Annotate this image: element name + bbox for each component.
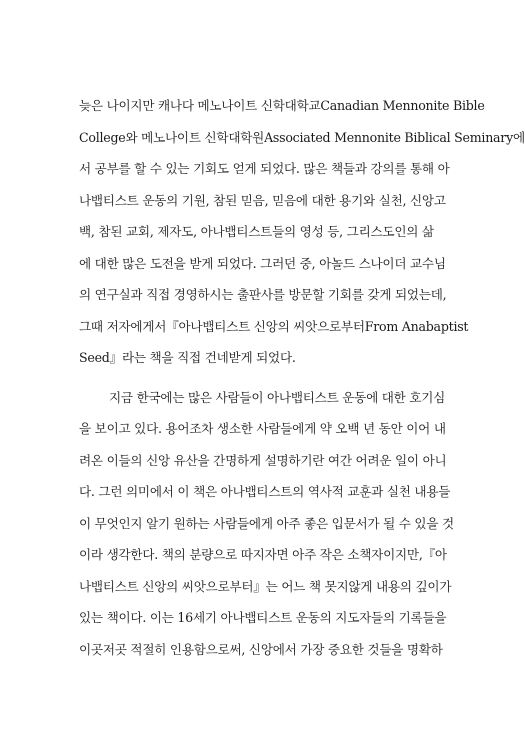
- paragraph-1: [79, 90, 525, 374]
- text-line: 나뱁티스트 신앙의 씨앗으로부터』는 어느 책 못지않게 내용의 깊이가: [79, 578, 452, 594]
- text-line: 서 공부를 할 수 있는 기회도 얻게 되었다. 많은 책들과 강의를 통해 아: [79, 161, 450, 176]
- body-text: [79, 90, 525, 665]
- text-line: 다. 그런 의미에서 이 책은 아나뱁티스트의 역사적 교훈과 실천 내용들: [79, 484, 451, 499]
- text-line: 을 보이고 있다. 용어조차 생소한 사람들에게 약 오백 년 동안 이어 내: [79, 421, 446, 436]
- text-line: 이라 생각한다. 책의 분량으로 따지자면 아주 작은 소책자이지만,『아: [79, 547, 447, 562]
- text-line: College와 메노나이트 신학대학원Associated Mennonite Biblical Seminary에: [79, 129, 525, 145]
- text-line: 의 연구실과 직접 경영하시는 출판사를 방문할 기회를 갖게 되었는데,: [79, 287, 447, 302]
- text-line: 에 대한 많은 도전을 받게 되었다. 그러던 중, 아놀드 스나이더 교수님: [79, 255, 446, 271]
- text-line: 이 무엇인지 알기 원하는 사람들에게 아주 좋은 입문서가 될 수 있을 것: [79, 515, 454, 531]
- text-line: 려온 이들의 신앙 유산을 간명하게 설명하기란 여간 어려운 일이 아니: [79, 452, 447, 468]
- text-line: 그때 저자에게서『아나뱁티스트 신앙의 씨앗으로부터From Anabaptist: [79, 318, 469, 334]
- text-line: 나뱁티스트 운동의 기원, 참된 믿음, 믿음에 대한 용기와 실천, 신앙고: [79, 192, 446, 208]
- text-line: Seed』라는 책을 직접 건네받게 되었다.: [79, 350, 296, 365]
- text-line: 백, 참된 교회, 제자도, 아나뱁티스트들의 영성 등, 그리스도인의 삶: [79, 224, 434, 239]
- text-line: 있는 책이다. 이는 16세기 아나뱁티스트 운동의 지도자들의 기록들을: [79, 610, 447, 625]
- text-line: 지금 한국에는 많은 사람들이 아나뱁티스트 운동에 대한 호기심: [109, 389, 446, 405]
- text-line: 이곳저곳 적절히 인용함으로써, 신앙에서 가장 중요한 것들을 명확하: [79, 641, 443, 657]
- paragraph-2: [79, 382, 454, 666]
- text-line: 늦은 나이지만 캐나다 메노나이트 신학대학교Canadian Mennonite Bible: [79, 98, 485, 113]
